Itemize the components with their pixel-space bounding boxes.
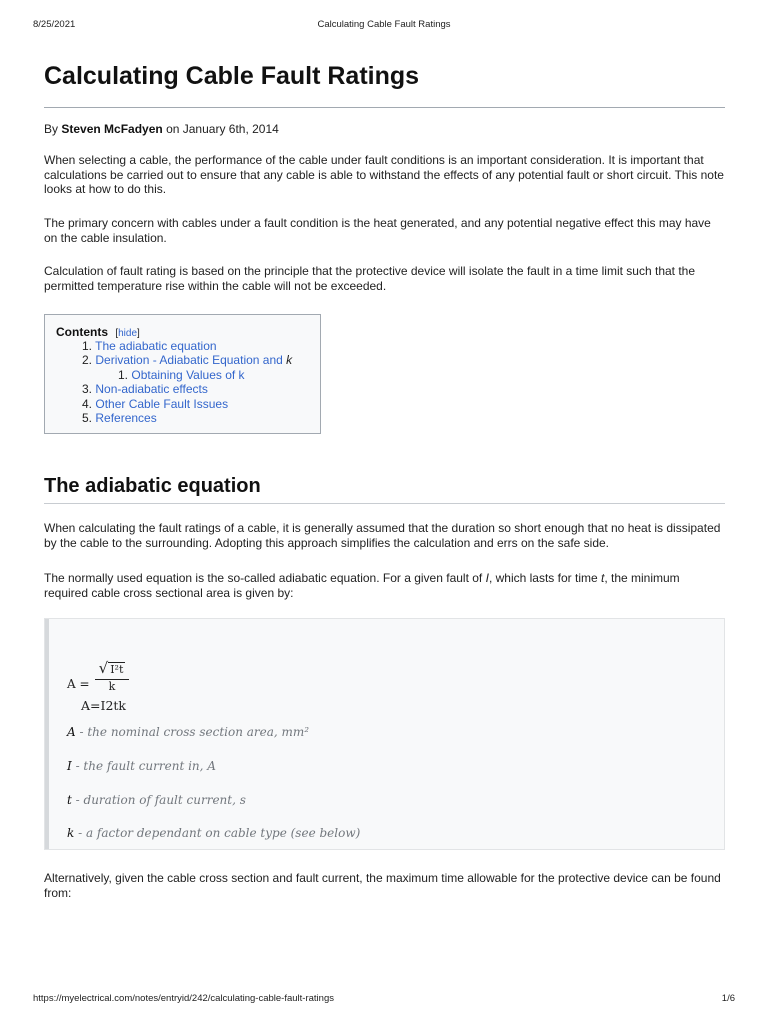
- variable-symbol: k: [67, 826, 75, 840]
- equation-box-accent: [45, 619, 49, 849]
- formula-alt-text: A=I2tk: [81, 698, 126, 713]
- toc-hide-link[interactable]: hide: [118, 328, 138, 339]
- variable-description: - the fault current in, A: [71, 759, 216, 773]
- title-divider: [44, 107, 725, 108]
- print-page-number: 1/6: [721, 993, 735, 1004]
- publish-date: on January 6th, 2014: [166, 122, 279, 136]
- print-title: Calculating Cable Fault Ratings: [317, 19, 451, 30]
- section-divider: [44, 503, 725, 504]
- toc-link-derivation[interactable]: Derivation - Adiabatic Equation and: [95, 353, 287, 367]
- byline: [44, 122, 725, 137]
- table-of-contents: [44, 314, 321, 434]
- formula-denominator: k: [108, 680, 116, 693]
- principle-paragraph: Calculation of fault rating is based on the principle that the protective device will isolate the fault in a time limit such that the permitted temperature rise within the cable will not be exceeded.: [44, 264, 696, 293]
- toc-item-number: 2.: [82, 353, 93, 367]
- toc-item-number: 3.: [82, 382, 93, 396]
- toc-link-obtaining-k[interactable]: Obtaining Values of k: [131, 368, 245, 382]
- concern-paragraph: The primary concern with cables under a fault condition is the heat generated, and any potential negative effect this may have on the cable insulation.: [44, 216, 711, 245]
- equation-intro-paragraph: [44, 571, 725, 600]
- text-run: The normally used equation is the so-called adiabatic equation. For a given fault of: [44, 571, 486, 585]
- alternative-paragraph: Alternatively, given the cable cross section and fault current, the maximum time allowable for the protective device can be found from:: [44, 871, 721, 900]
- text-run: , which lasts for time: [488, 571, 601, 585]
- formula-radicand: I²t: [110, 663, 124, 676]
- toc-item-k-symbol: k: [286, 353, 293, 367]
- variable-symbol: A: [67, 725, 76, 739]
- print-date: 8/25/2021: [33, 19, 76, 30]
- sqrt-symbol: √: [98, 659, 109, 677]
- toc-title: Contents: [56, 325, 108, 339]
- variable-symbol: I: [67, 759, 72, 773]
- toc-item[interactable]: [82, 382, 208, 396]
- toc-link-other-issues[interactable]: Other Cable Fault Issues: [95, 397, 229, 411]
- author-name: Steven McFadyen: [61, 122, 163, 136]
- print-url: https://myelectrical.com/notes/entryid/242/calculating-cable-fault-ratings: [33, 993, 334, 1004]
- variable-description: - duration of fault current, s: [71, 793, 246, 807]
- toc-item-number: 1.: [118, 368, 129, 382]
- toc-item[interactable]: [82, 353, 292, 367]
- toc-item[interactable]: [82, 411, 157, 425]
- toc-item[interactable]: [82, 339, 217, 353]
- intro-paragraph: When selecting a cable, the performance of the cable under fault conditions is an important consideration. It is important that calculations be carried out to ensure that any cable is able to withstand the effects of any potential fault or short circuit. This note looks at how to do this.: [44, 153, 724, 197]
- assumption-paragraph: When calculating the fault ratings of a cable, it is generally assumed that the duration so short enough that no heat is dissipated by the cable to the surrounding. Adopting this approach simplifies the calculation and errs on the safe side.: [44, 521, 721, 550]
- print-footer: [33, 993, 735, 1004]
- toc-link-adiabatic-equation[interactable]: The adiabatic equation: [95, 339, 217, 353]
- symbol-t: t: [600, 571, 605, 585]
- variable-symbol: t: [67, 793, 72, 807]
- toc-item-number: 5.: [82, 411, 93, 425]
- symbol-i: I: [485, 571, 489, 585]
- print-header: [33, 19, 735, 30]
- toc-item[interactable]: [82, 397, 228, 411]
- equation-box: [44, 618, 725, 850]
- variable-i-definition: [67, 759, 216, 773]
- formula-numerator: [95, 659, 129, 677]
- text-run: , the minimum required cable cross sectional area is given by:: [44, 571, 680, 600]
- toc-item-number: 1.: [82, 339, 93, 353]
- formula-fraction: [95, 659, 129, 693]
- toc-link-non-adiabatic[interactable]: Non-adiabatic effects: [95, 382, 208, 396]
- toc-header: [56, 325, 140, 339]
- toc-link-references[interactable]: References: [95, 411, 157, 425]
- section-heading: The adiabatic equation: [44, 475, 261, 497]
- byline-prefix: By: [44, 122, 59, 136]
- page-title: Calculating Cable Fault Ratings: [44, 62, 420, 90]
- toc-hide-toggle[interactable]: [hide]: [115, 328, 140, 339]
- toc-item[interactable]: [118, 368, 245, 382]
- variable-a-definition: [67, 725, 309, 739]
- variable-description: - a factor dependant on cable type (see below): [74, 826, 361, 840]
- variable-k-definition: [67, 826, 360, 840]
- toc-item-number: 4.: [82, 397, 93, 411]
- variable-description: - the nominal cross section area, mm²: [75, 725, 310, 739]
- formula-lhs: A =: [67, 677, 90, 691]
- variable-t-definition: [67, 793, 246, 807]
